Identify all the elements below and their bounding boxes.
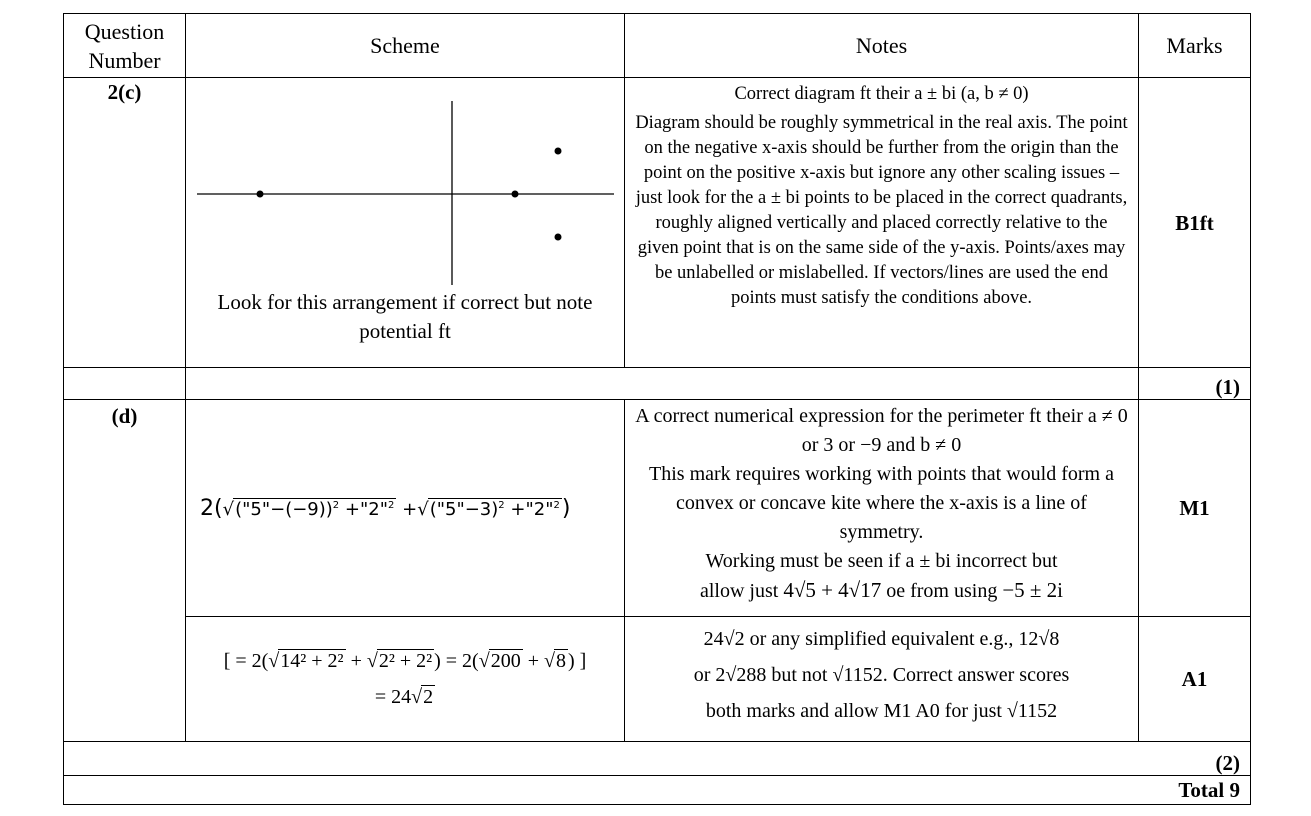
subtotal-row-c [64,368,1251,400]
subtotal-d: (2) [64,742,1251,776]
expr-part: 2 [423,686,434,708]
expr-part: + [527,650,539,672]
expr-part: + [350,650,362,672]
expr-part: [ = 2( [223,650,269,672]
note-line [633,576,1130,606]
exponent: 2 [332,500,340,511]
row-2c [64,78,1251,368]
expr-part: 200 [490,650,521,672]
expr-part: +"2" [344,499,388,520]
exponent: 2 [388,500,395,511]
header-row [64,14,1251,78]
expr-part: = 24 [374,686,412,708]
mark-m1: M1 [1139,400,1251,617]
total: Total 9 [64,776,1251,805]
note-text: allow just [699,580,779,602]
notes-m1 [625,400,1139,617]
note-line: Correct diagram ft their a ± bi (a, b ≠ 0) [734,84,1029,104]
diagram-caption: Look for this arrangement if correct but note potential ft [217,290,593,343]
subtotal-c: (1) [1139,368,1251,400]
header-notes: Notes [625,14,1139,78]
mark-a1: A1 [1139,617,1251,742]
math-expr: −5 ± 2i [1002,578,1064,602]
expr-part: ("5"−3) [429,499,499,520]
expr-part: +"2" [510,499,554,520]
expr-part: + [402,499,418,520]
note-line: This mark requires working with points that would form a convex or concave kite where the x-axis is a line of symmetry. [649,463,1114,543]
total-row [64,776,1251,805]
header-question: Question Number [64,14,186,78]
exponent: 2 [553,500,560,511]
exponent: 2 [498,500,505,511]
point-a-plus-bi [555,148,562,155]
mark-b1ft: B1ft [1139,78,1251,368]
scheme-a1: [ = 2(√14² + 2² + √2² + 2² ) = 2(√200 + √8 ) ] = 24√2 [186,617,625,742]
note-line: A correct numerical expression for the perimeter ft their a ≠ 0 or 3 or −9 and b ≠ 0 [635,405,1128,456]
notes-a1 [625,617,1139,742]
expr-part: 2² + 2² [378,650,433,672]
note-line: both marks and allow M1 A0 for just √1152 [705,700,1058,722]
header-marks: Marks [1139,14,1251,78]
expr-part: ) = 2( [434,650,479,672]
header-scheme: Scheme [186,14,625,78]
scheme-m1: 2(√("5"−(−9))$^2$ +"2"$^2$ +√("5"−3)$^2$ +"2"$^2$) [186,400,625,617]
note-line: or 2√288 but not √1152. Correct answer scores [693,664,1070,686]
expr-part: 2( [200,496,223,521]
question-number: (d) [64,400,186,742]
expr-part: 14² + 2² [280,650,344,672]
note-line: 24√2 or any simplified equivalent e.g., 12√8 [703,628,1060,650]
expr-part: 8 [555,650,566,672]
point-a-minus-bi [555,234,562,241]
note-line: Working must be seen if a ± bi incorrect but [705,550,1058,572]
note-text: oe from using [886,580,998,602]
point-negative-real [257,191,264,198]
subtotal-row-d [64,742,1251,776]
expr-part: ) [561,496,571,521]
scheme-diagram-cell [186,78,625,368]
point-positive-real [512,191,519,198]
row-d-m1 [64,400,1251,617]
row-d-a1 [64,617,1251,742]
note-paragraph: Diagram should be roughly symmetrical in the real axis. The point on the negative x-axis should be further from the origin than the point on the positive x-axis but ignore any other scaling issues – just look for the a ± bi points to be placed in the correct quadrants, roughly aligned vertically and placed correctly relative to the given point that is on the same side of the y-axis. Points/axes may be unlabelled or mislabelled. If vectors/lines are used the end points must satisfy the conditions above. [635,113,1128,308]
notes-cell [625,78,1139,368]
question-number: 2(c) [64,78,186,368]
mark-scheme-table [63,13,1251,805]
expr-part: ("5"−(−9)) [235,499,333,520]
math-expr: 4√5 + 4√17 [783,578,882,602]
expr-part: ) ] [567,650,587,672]
